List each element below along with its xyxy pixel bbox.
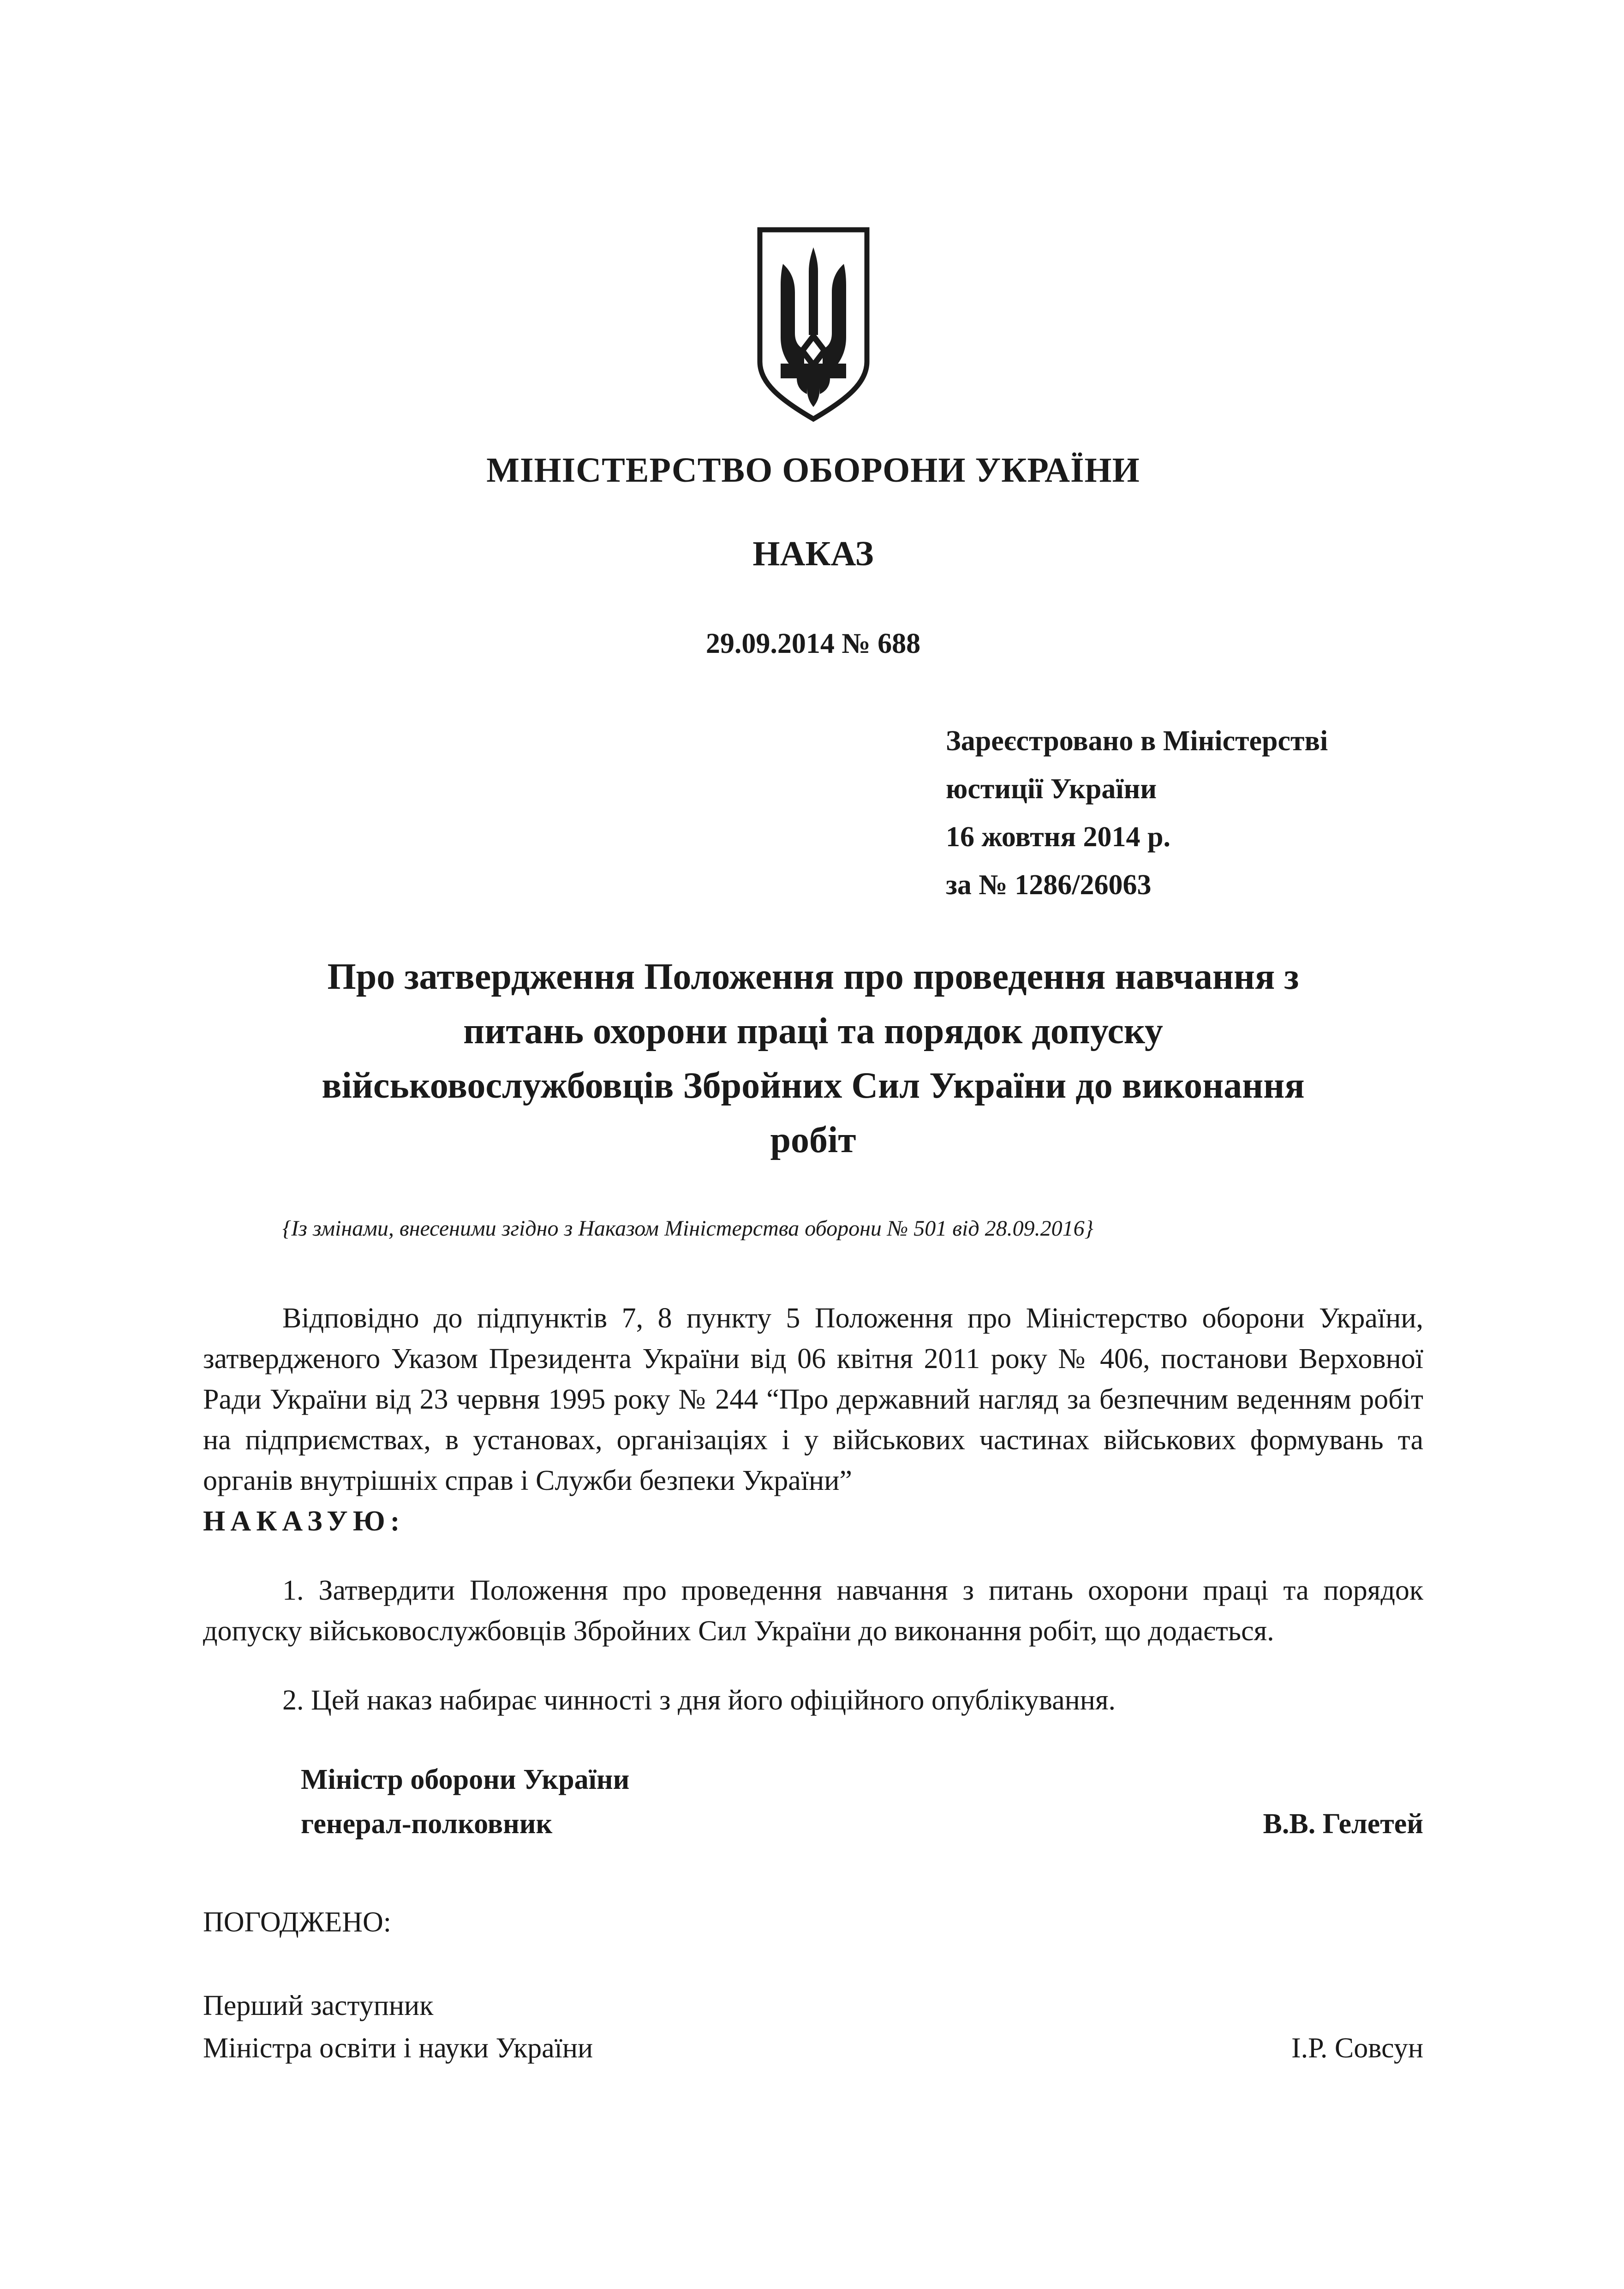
agreed-position-line: Міністра освіти і науки України — [203, 2032, 593, 2064]
agreed-block — [203, 1984, 1423, 2069]
order-title-line: військовослужбовців Збройних Сил України до виконання — [322, 1065, 1305, 1106]
signature-block — [203, 1757, 1423, 1846]
order-title-line: робіт — [770, 1120, 856, 1161]
order-item-2: 2. Цей наказ набирає чинності з дня його офіційного опублікування. — [282, 1684, 1116, 1716]
preamble-paragraph: Відповідно до підпунктів 7, 8 пункту 5 Положення про Міністерство оборони України, затвердженого Указом Президента України від 06 квітня 2011 року № 406, постанови Верховної Ради України від 23 червня 1995 року № 244 “Про державний нагляд за безпечним веденням робіт на підприємствах, в установах, організаціях і у військових частинах військових формувань та органів внутрішніх справ і Служби безпеки України” — [203, 1302, 1423, 1496]
order-title-line: Про затвердження Положення про проведення навчання з — [327, 956, 1299, 998]
agreed-position-line: Перший заступник — [203, 1990, 434, 2021]
agreed-name: І.Р. Совсун — [1291, 2032, 1423, 2064]
agreed-position — [203, 1984, 593, 2069]
signatory-position-line: генерал-полковник — [301, 1808, 553, 1840]
document-type-heading: НАКАЗ — [752, 534, 874, 574]
order-title-line: питань охорони праці та порядок допуску — [463, 1011, 1163, 1052]
signatory-position — [203, 1757, 629, 1846]
order-title — [203, 950, 1423, 1167]
ukraine-trident-emblem-icon — [755, 225, 872, 424]
signatory-name: В.В. Гелетей — [1263, 1808, 1423, 1840]
registration-line: Зареєстровано в Міністерстві — [946, 725, 1328, 757]
decree-word: НАКАЗУЮ: — [203, 1505, 405, 1537]
agreed-label: ПОГОДЖЕНО: — [203, 1906, 392, 1938]
registration-line: за № 1286/26063 — [946, 869, 1152, 901]
order-date-number: 29.09.2014 № 688 — [705, 628, 921, 659]
registration-line: юстиції України — [946, 773, 1157, 805]
ministry-name-heading: МІНІСТЕРСТВО ОБОРОНИ УКРАЇНИ — [486, 451, 1140, 490]
registration-line: 16 жовтня 2014 р. — [946, 821, 1171, 853]
signatory-position-line: Міністр оборони України — [301, 1763, 630, 1795]
amendment-note: {Із змінами, внесеними згідно з Наказом Міністерства оборони № 501 від 28.09.2016} — [282, 1216, 1093, 1241]
order-item-1: 1. Затвердити Положення про проведення навчання з питань охорони праці та порядок допуску військовослужбовців Збройних Сил України до виконання робіт, що додається. — [203, 1574, 1423, 1647]
registration-block — [946, 717, 1423, 909]
